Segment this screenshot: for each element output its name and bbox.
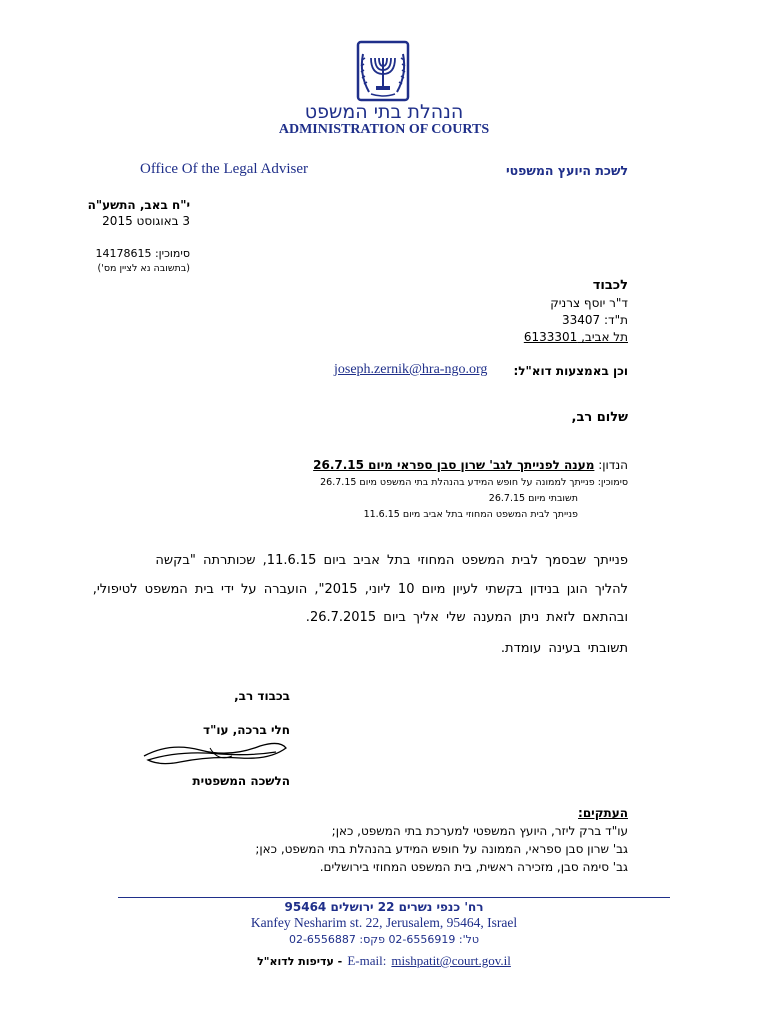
recipient-po-box: ת"ד: 33407 — [561, 313, 628, 327]
copy-recipient-3: גב' סימה סבן, מזכירה ראשית, בית המשפט המחוזי בירושלים. — [319, 860, 628, 874]
copies-label: העתקים: — [578, 806, 628, 820]
recipient-salutation: לכבוד — [592, 278, 628, 293]
footer-email-line — [0, 950, 768, 969]
email-prefix: וכן באמצעות דוא"ל: — [513, 364, 628, 378]
date-gregorian: 3 באוגוסט 2015 — [102, 214, 190, 228]
recipient-email-link[interactable]: joseph.zernik@hra-ngo.org — [334, 362, 488, 377]
footer-email-label: E-mail: — [347, 953, 387, 968]
closing-statement: תשובתי בעינה עומדת. — [500, 641, 628, 656]
copy-recipient-2: גב' שרון סבן ספראי, הממונה על חופש המידע בהנהלת בתי המשפט, כאן; — [255, 842, 628, 856]
office-name-hebrew: לשכת היועץ המשפטי — [505, 163, 628, 178]
subject-ref-1: סימוכין: פנייתך לממונה על חופש המידע בהנהלת בתי המשפט מיום 26.7.15 — [320, 477, 628, 488]
org-name-english: ADMINISTRATION OF COURTS — [278, 122, 490, 137]
body-line-1: פנייתך שבסמך לבית המשפט המחוזי בתל אביב ביום 11.6.15, שכותרתה "בקשה — [155, 553, 628, 568]
org-name-hebrew: הנהלת בתי המשפט — [304, 101, 464, 123]
subject-label: הנדון: — [598, 458, 628, 472]
handwritten-signature — [140, 738, 292, 768]
body-line-2: להליך הוגן בנידון בקשתי לעיון מיום 10 ליוני, 2015", הועברה על ידי בית המשפט לטיפולי, — [92, 582, 628, 597]
greeting: שלום רב, — [571, 410, 628, 425]
footer-email-label-hebrew: עדיפות לדוא"ל - — [257, 955, 343, 968]
copy-recipient-1: עו"ד ברק ליזר, היועץ המשפטי למערכת בתי המשפט, כאן; — [331, 824, 628, 838]
body-line-3: ובהתאם לזאת ניתן המענה שלי אליך ביום 26.7.2015. — [305, 610, 628, 625]
subject-line — [313, 458, 628, 472]
recipient-city: תל אביב, 6133301 — [523, 330, 628, 344]
footer-address-hebrew: רח' כנפי נשרים 22 ירושלים 95464 — [284, 900, 484, 914]
footer-divider — [118, 897, 670, 898]
subject-ref-2: תשובתי מיום 26.7.15 — [488, 493, 578, 504]
footer-phone-fax: טל': 02-6556919 פקס: 02-6556887 — [288, 933, 480, 946]
office-name-english: Office Of the Legal Adviser — [140, 161, 308, 177]
footer-email-link[interactable]: mishpatit@court.gov.il — [391, 953, 511, 968]
subject-ref-3: פנייתך לבית המשפט המחוזי בתל אביב מיום 11.6.15 — [363, 509, 578, 520]
recipient-name: ד"ר יוסף צרניק — [550, 296, 628, 310]
reference-number: סימוכין: 14178615 — [95, 247, 190, 260]
date-hebrew: י"ח באב, התשע"ה — [87, 198, 190, 212]
signoff-regards: בכבוד רב, — [234, 689, 290, 703]
signatory-name: חלי ברכה, עו"ד — [203, 723, 290, 737]
subject-text: מענה לפנייתך לגב' שרון סבן ספראי מיום 26.7.15 — [313, 458, 595, 472]
footer-address-english: Kanfey Nesharim st. 22, Jerusalem, 95464, Israel — [250, 915, 518, 930]
signatory-department: הלשכה המשפטית — [192, 774, 290, 788]
state-emblem-icon — [349, 40, 417, 102]
reference-note: (בתשובה נא לציין מס') — [97, 263, 190, 274]
